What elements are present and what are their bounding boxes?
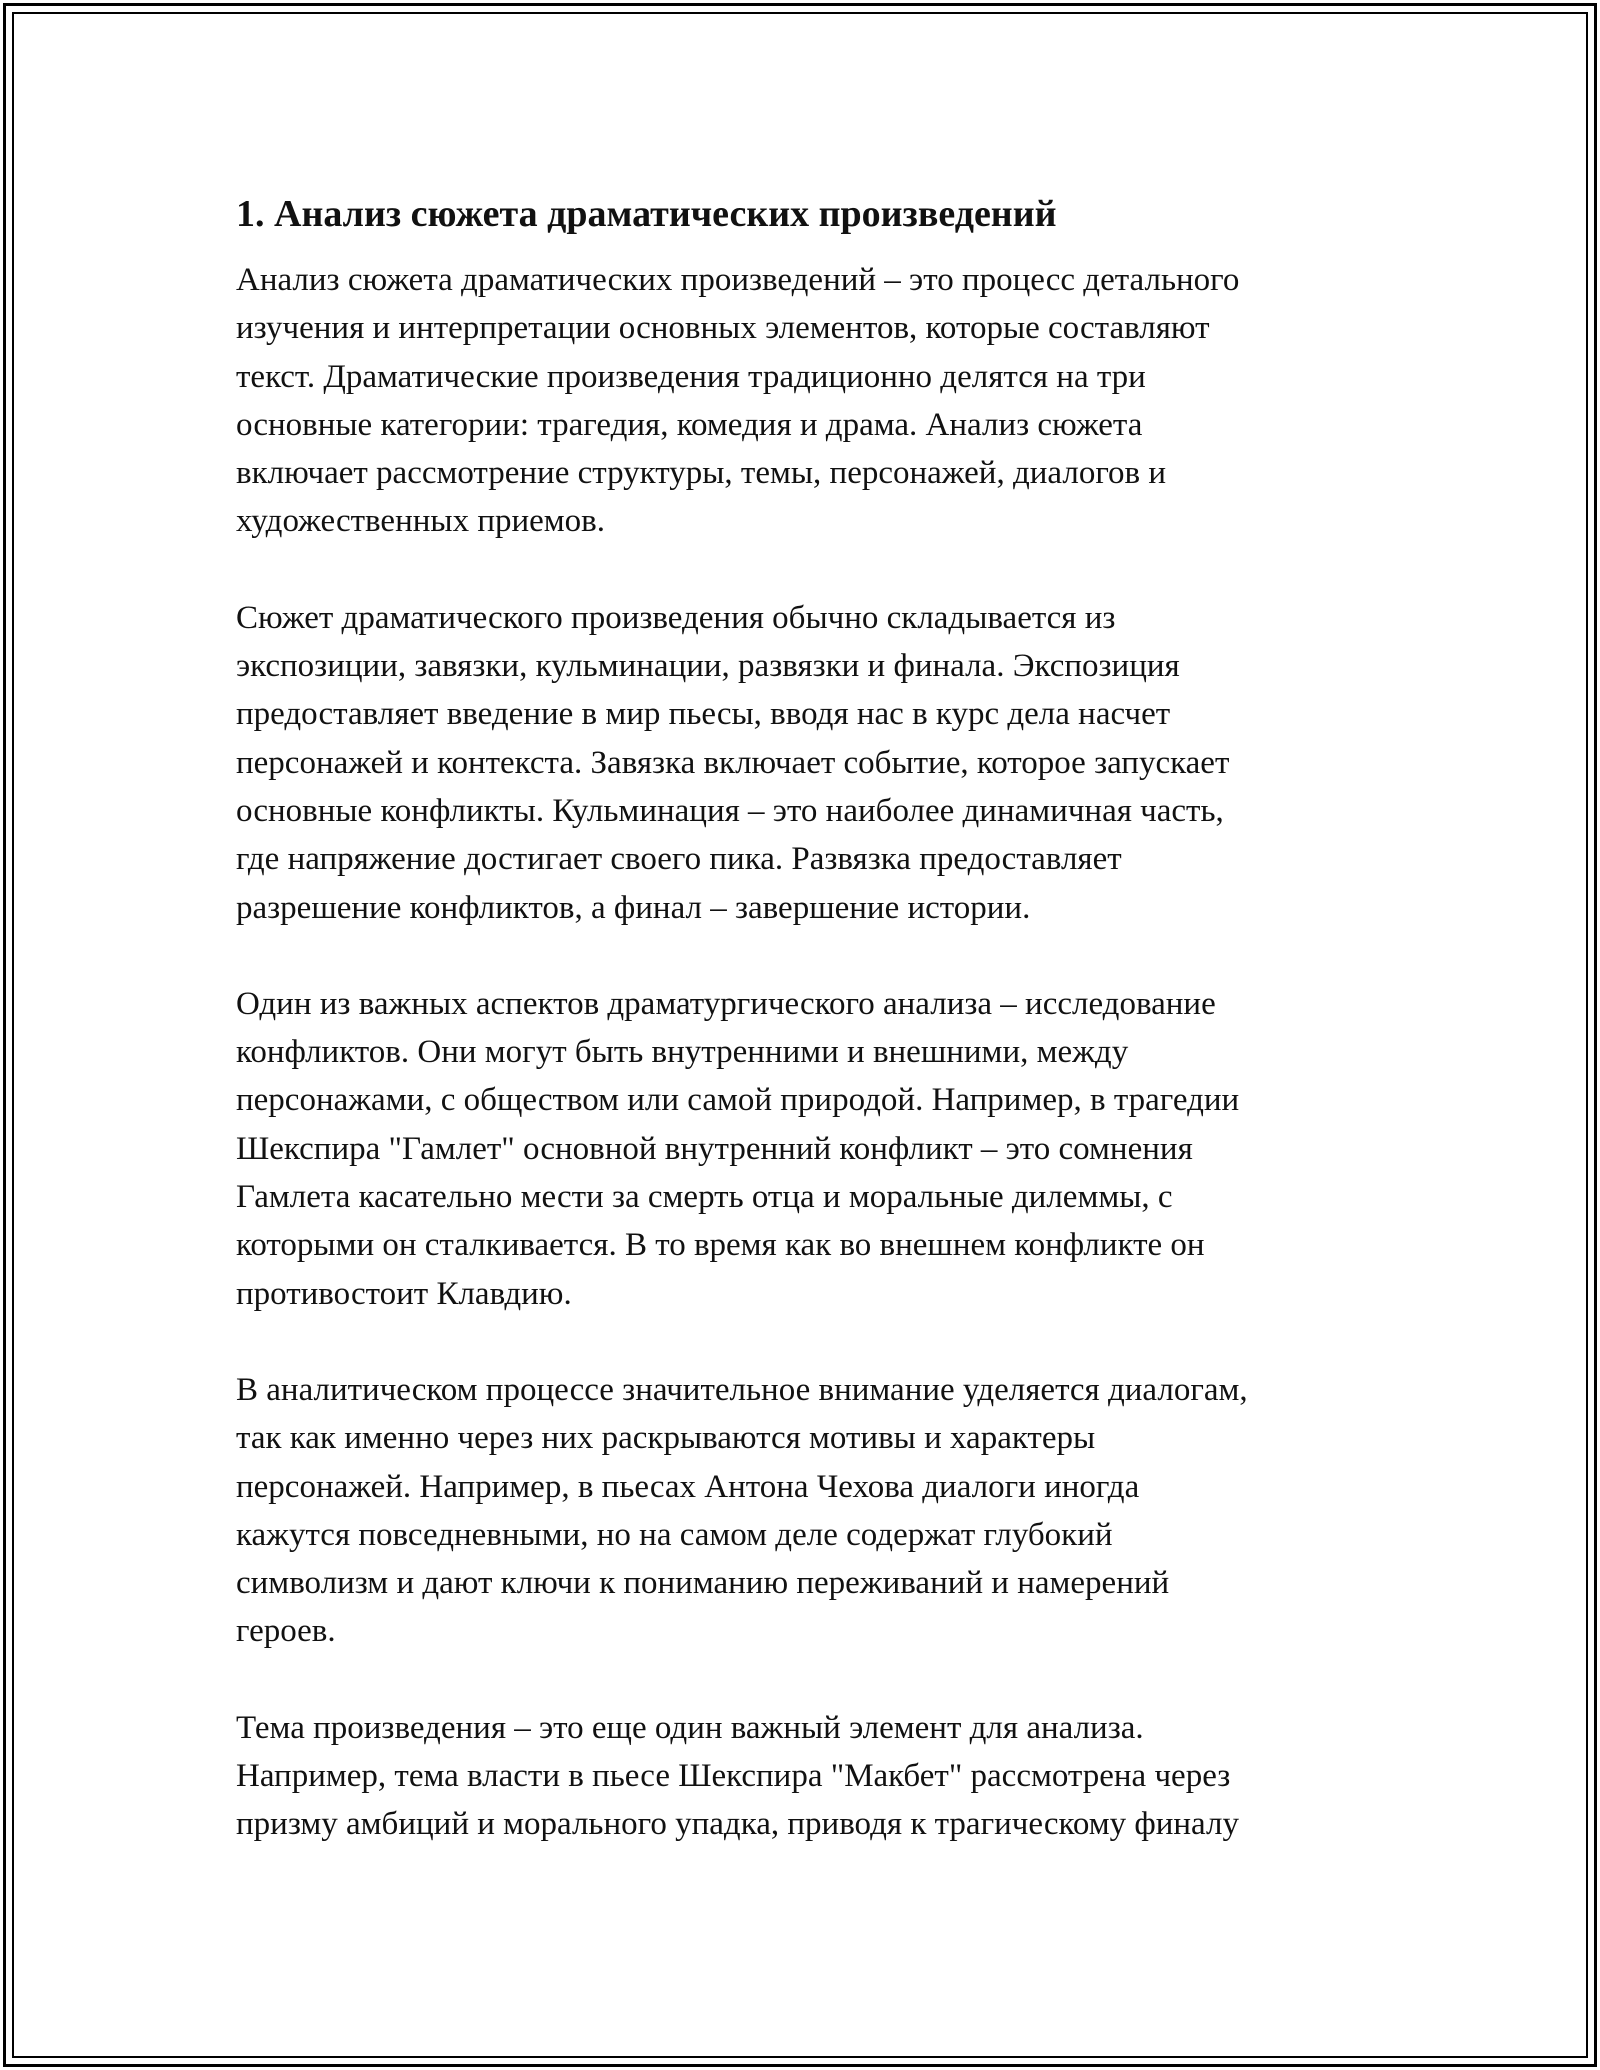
- text-line: Гамлета касательно мести за смерть отца и моральные дилеммы, с: [236, 1179, 1173, 1216]
- section-heading: 1. Анализ сюжета драматических произведений: [236, 193, 1057, 235]
- text-line: так как именно через них раскрываются мотивы и характеры: [236, 1420, 1096, 1457]
- text-line: В аналитическом процессе значительное внимание уделяется диалогам,: [236, 1371, 1248, 1408]
- text-line: предоставляет введение в мир пьесы, вводя нас в курс дела насчет: [236, 696, 1171, 733]
- text-line: противостоит Клавдию.: [236, 1275, 572, 1312]
- paragraph-2: [236, 594, 1386, 932]
- paragraph-5: [236, 1704, 1386, 1849]
- text-line: основные конфликты. Кульминация – это наиболее динамичная часть,: [236, 792, 1224, 829]
- text-line: персонажами, с обществом или самой природой. Например, в трагедии: [236, 1082, 1240, 1119]
- text-line: кажутся повседневными, но на самом деле содержат глубокий: [236, 1516, 1113, 1553]
- text-line: включает рассмотрение структуры, темы, персонажей, диалогов и: [236, 455, 1167, 492]
- text-line: персонажей. Например, в пьесах Антона Чехова диалоги иногда: [236, 1468, 1140, 1505]
- text-line: призму амбиций и морального упадка, приводя к трагическому финалу: [236, 1806, 1239, 1843]
- text-line: символизм и дают ключи к пониманию переживаний и намерений: [236, 1565, 1170, 1602]
- text-line: где напряжение достигает своего пика. Развязка предоставляет: [236, 841, 1122, 878]
- text-line: изучения и интерпретации основных элементов, которые составляют: [236, 310, 1210, 347]
- text-line: конфликтов. Они могут быть внутренними и внешними, между: [236, 1034, 1129, 1071]
- text-line: экспозиции, завязки, кульминации, развязки и финала. Экспозиция: [236, 648, 1180, 685]
- text-line: Один из важных аспектов драматургического анализа – исследование: [236, 985, 1216, 1022]
- text-line: Анализ сюжета драматических произведений – это процесс детального: [236, 262, 1240, 298]
- text-line: Сюжет драматического произведения обычно складывается из: [236, 599, 1116, 636]
- text-line: Например, тема власти в пьесе Шекспира "Макбет" рассмотрена через: [236, 1758, 1231, 1795]
- text-line: Шекспира "Гамлет" основной внутренний конфликт – это сомнения: [236, 1130, 1193, 1167]
- text-line: которыми он сталкивается. В то время как во внешнем конфликте он: [236, 1227, 1205, 1264]
- paragraph-1: [236, 256, 1386, 546]
- paragraph-4: [236, 1366, 1386, 1656]
- text-line: основные категории: трагедия, комедия и драма. Анализ сюжета: [236, 406, 1143, 443]
- paragraph-3: [236, 980, 1386, 1318]
- text-line: Тема произведения – это еще один важный элемент для анализа.: [236, 1709, 1144, 1746]
- text-line: художественных приемов.: [236, 503, 605, 540]
- text-line: текст. Драматические произведения традиционно делятся на три: [236, 358, 1146, 395]
- text-line: персонажей и контекста. Завязка включает событие, которое запускает: [236, 744, 1230, 781]
- text-line: разрешение конфликтов, а финал – завершение истории.: [236, 889, 1031, 926]
- text-line: героев.: [236, 1613, 336, 1650]
- document-body: [236, 186, 1386, 1897]
